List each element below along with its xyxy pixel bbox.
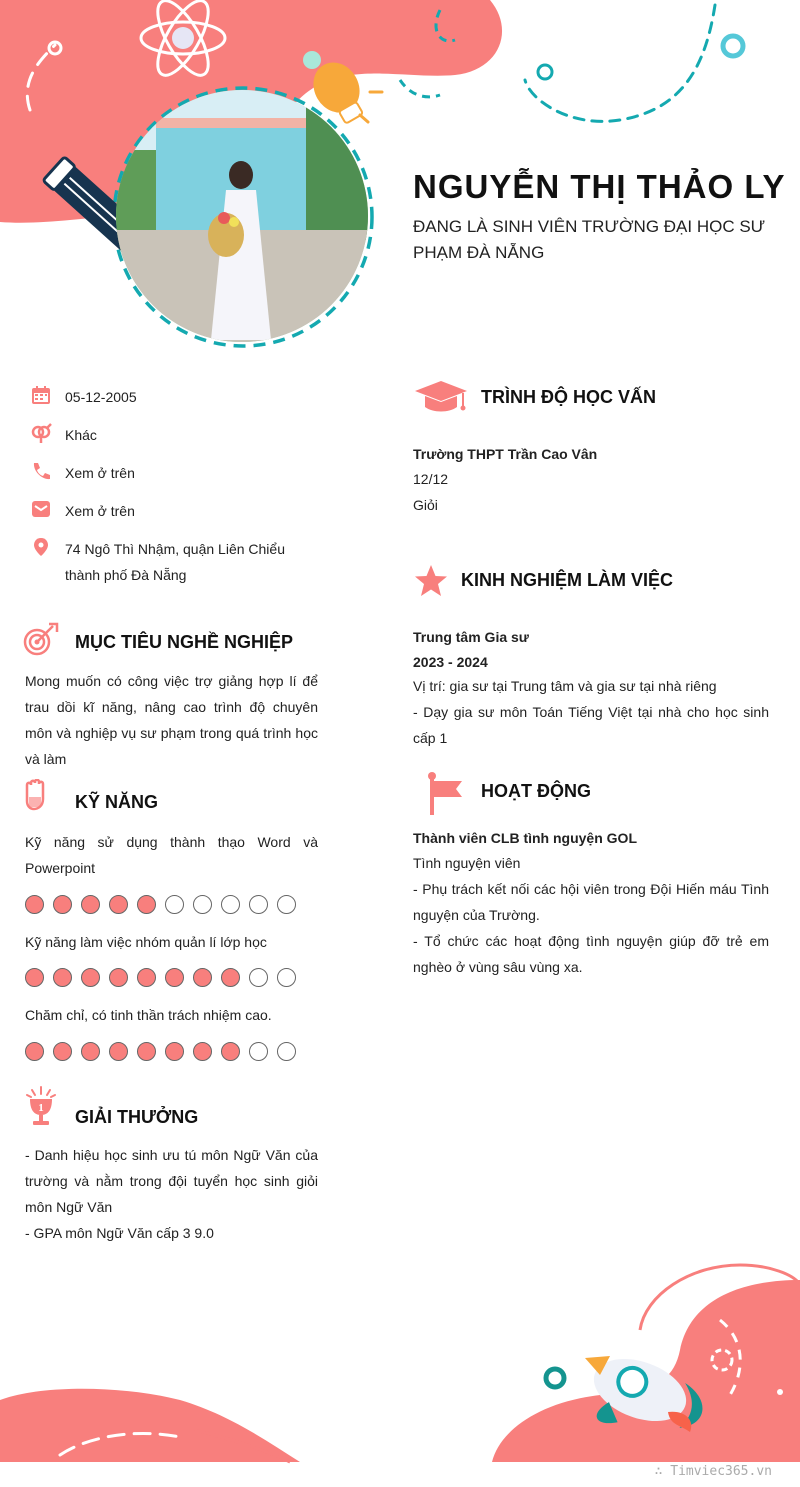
rating-dot-filled	[165, 968, 184, 987]
education-school: Trường THPT Trần Cao Vân	[413, 446, 598, 462]
rating-dot-empty	[249, 968, 268, 987]
skill-1-rating	[25, 895, 296, 914]
education-title: TRÌNH ĐỘ HỌC VẤN	[481, 387, 656, 407]
email-row	[30, 498, 330, 524]
photo-illustration	[116, 90, 368, 342]
rating-dot-empty	[277, 968, 296, 987]
rating-dot-filled	[193, 1042, 212, 1061]
objective-text: Mong muốn có công việc trợ giảng hợp lí để trau dồi kĩ năng, nâng cao trình độ chuyên môn và nghiệp vụ sư phạm trong quá trình học và làm	[25, 673, 318, 767]
rating-dot-filled	[221, 1042, 240, 1061]
rating-dot-empty	[165, 895, 184, 914]
gender-icon	[30, 422, 52, 444]
rating-dot-filled	[25, 1042, 44, 1061]
activities-title: HOẠT ĐỘNG	[481, 781, 591, 801]
rating-dot-filled	[25, 895, 44, 914]
rating-dot-filled	[137, 1042, 156, 1061]
star-icon	[413, 563, 449, 599]
rating-dot-filled	[109, 895, 128, 914]
gender-row	[30, 422, 330, 448]
objective-title: MỤC TIÊU NGHỀ NGHIỆP	[75, 632, 294, 652]
email-icon	[30, 498, 52, 520]
location-pin-icon	[30, 536, 52, 558]
activities-role: Tình nguyện viên	[413, 855, 521, 871]
activities-org: Thành viên CLB tình nguyện GOL	[413, 830, 637, 846]
rating-dot-filled	[137, 895, 156, 914]
activities-detail-1: - Phụ trách kết nối các hội viên trong Đội Hiến máu Tình nguyện của Trường.	[413, 881, 769, 923]
award-line-2: - GPA môn Ngữ Văn cấp 3 9.0	[25, 1225, 214, 1241]
rating-dot-filled	[81, 1042, 100, 1061]
svg-text:1: 1	[38, 1102, 44, 1114]
email-value[interactable]: Xem ở trên	[65, 503, 135, 519]
birthday-row	[30, 384, 330, 410]
birthday-value: 05-12-2005	[65, 389, 137, 405]
rating-dot-empty	[277, 895, 296, 914]
rating-dot-filled	[193, 968, 212, 987]
rating-dot-empty	[249, 895, 268, 914]
calendar-icon	[30, 384, 52, 406]
skill-2-rating	[25, 968, 296, 987]
hand-icon	[23, 779, 49, 811]
rating-dot-filled	[53, 895, 72, 914]
rating-dot-empty	[277, 1042, 296, 1061]
graduation-cap-icon	[413, 377, 469, 415]
rating-dot-filled	[109, 968, 128, 987]
rating-dot-filled	[165, 1042, 184, 1061]
address-row	[30, 536, 330, 588]
award-line-1: - Danh hiệu học sinh ưu tú môn Ngữ Văn của trường và nằm trong đội tuyển học sinh giỏi môn Ngữ Văn	[25, 1147, 318, 1215]
candidate-name: NGUYỄN THỊ THẢO LY	[413, 168, 786, 205]
skill-1-name: Kỹ năng sử dụng thành thạo Word và Powerpoint	[25, 834, 318, 876]
skill-2-name: Kỹ năng làm việc nhóm quản lí lớp học	[25, 934, 267, 950]
experience-detail: - Dạy gia sư môn Toán Tiếng Việt tại nhà cho học sinh cấp 1	[413, 704, 769, 746]
rating-dot-filled	[53, 1042, 72, 1061]
rating-dot-filled	[25, 968, 44, 987]
skill-3-name: Chăm chỉ, có tinh thần trách nhiệm cao.	[25, 1007, 272, 1023]
awards-title: GIẢI THƯỞNG	[75, 1107, 199, 1127]
experience-org: Trung tâm Gia sư	[413, 629, 529, 645]
profile-photo	[116, 90, 368, 342]
skill-3-rating	[25, 1042, 296, 1061]
target-icon	[23, 622, 59, 658]
experience-position: Vị trí: gia sư tại Trung tâm và gia sư tại nhà riêng	[413, 678, 717, 694]
flag-icon	[420, 771, 466, 817]
experience-title: KINH NGHIỆM LÀM VIỆC	[461, 570, 674, 590]
education-rank: Giỏi	[413, 497, 438, 513]
activities-detail-2: - Tổ chức các hoạt động tình nguyện giúp đỡ trẻ em nghèo ở vùng sâu vùng xa.	[413, 933, 769, 975]
phone-icon	[30, 460, 52, 482]
rating-dot-filled	[109, 1042, 128, 1061]
education-grade: 12/12	[413, 471, 449, 487]
phone-value[interactable]: Xem ở trên	[65, 465, 135, 481]
rating-dot-filled	[53, 968, 72, 987]
skills-title: KỸ NĂNG	[75, 792, 159, 812]
trophy-icon	[24, 1085, 58, 1129]
rating-dot-empty	[249, 1042, 268, 1061]
rating-dot-filled	[81, 968, 100, 987]
rating-dot-empty	[193, 895, 212, 914]
address-line-2: thành phố Đà Nẵng	[65, 567, 187, 583]
phone-row	[30, 460, 330, 486]
candidate-subtitle: ĐANG LÀ SINH VIÊN TRƯỜNG ĐẠI HỌC SƯ PHẠM ĐÀ NẴNG	[413, 217, 766, 262]
rating-dot-filled	[81, 895, 100, 914]
brand-watermark[interactable]: ∴ Timviec365.vn	[654, 1464, 772, 1479]
experience-period: 2023 - 2024	[413, 654, 488, 670]
address-line-1: 74 Ngô Thì Nhậm, quận Liên Chiểu	[65, 541, 285, 557]
rating-dot-filled	[221, 968, 240, 987]
rating-dot-filled	[137, 968, 156, 987]
rating-dot-empty	[221, 895, 240, 914]
gender-value: Khác	[65, 427, 97, 443]
